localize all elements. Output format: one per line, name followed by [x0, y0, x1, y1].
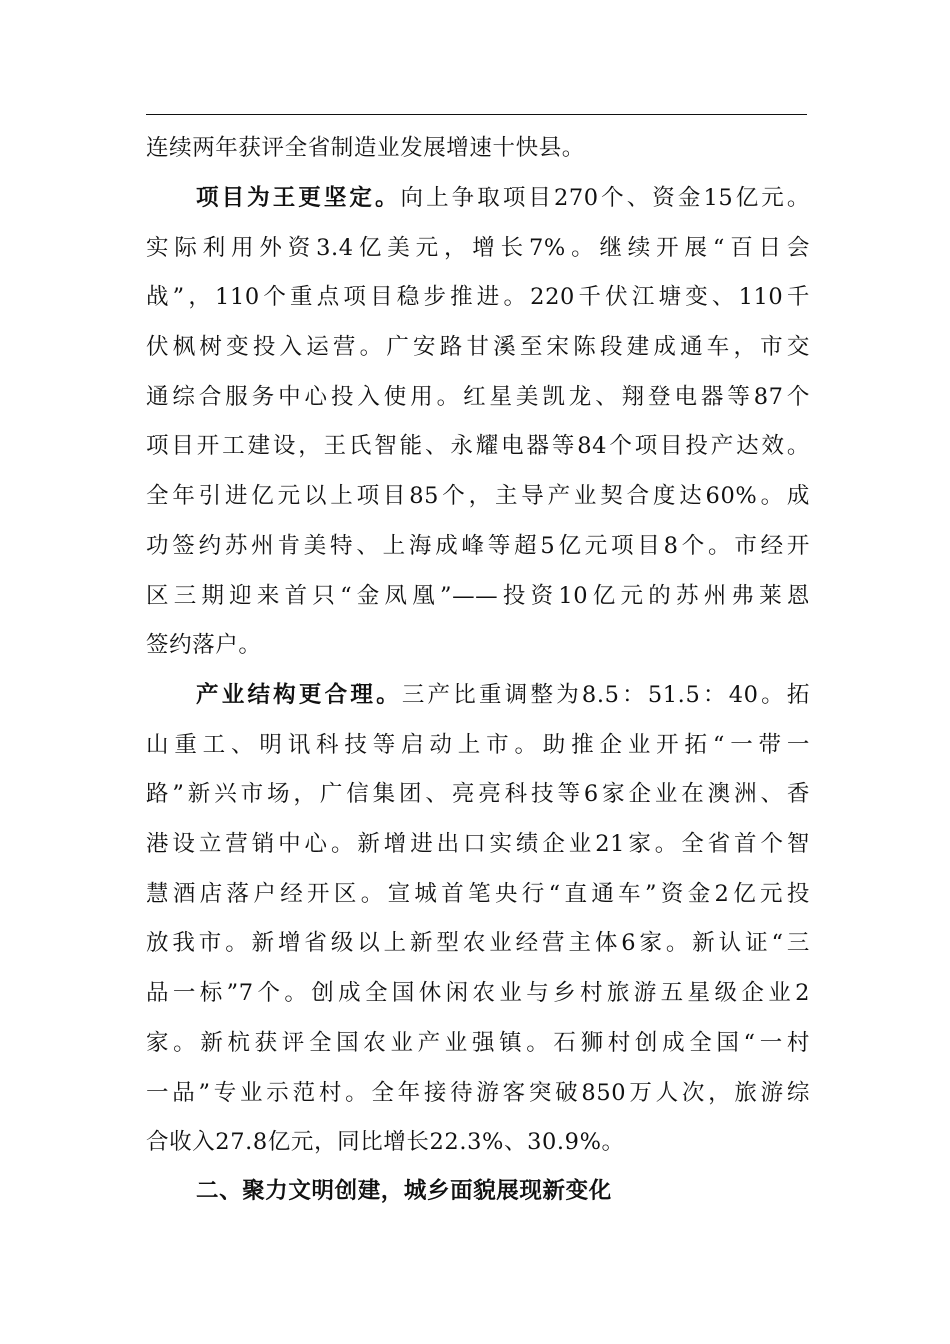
paragraph-line: 路”新兴市场，广信集团、亮亮科技等6家企业在澳洲、香: [146, 781, 810, 808]
paragraph-industry: [146, 671, 810, 1168]
paragraph-line: 品一标”7个。创成全国休闲农业与乡村旅游五星级企业2: [146, 980, 810, 1007]
paragraph-projects: [146, 174, 810, 671]
paragraph-line: 实际利用外资3.4亿美元，增长7%。继续开展“百日会: [146, 234, 810, 261]
paragraph-line: 一品”专业示范村。全年接待游客突破850万人次，旅游综: [146, 1079, 810, 1106]
paragraph-line: 慧酒店落户经开区。宣城首笔央行“直通车”资金2亿元投: [146, 880, 810, 907]
paragraph-line: 通综合服务中心投入使用。红星美凯龙、翔登电器等87个: [146, 383, 810, 410]
continuation-block: [146, 124, 810, 174]
paragraph-line: 战”，110个重点项目稳步推进。220千伏江塘变、110千: [146, 284, 810, 311]
paragraph-line-text: 向上争取项目270个、资金15亿元。: [400, 185, 810, 211]
paragraph-lead: 项目为王更坚定。: [196, 185, 401, 211]
paragraph-line: 山重工、明讯科技等启动上市。助推企业开拓“一带一: [146, 731, 810, 758]
paragraph-lead: 产业结构更合理。: [196, 682, 402, 708]
paragraph-line: 家。新杭获评全国农业产业强镇。石狮村创成全国“一村: [146, 1029, 810, 1056]
paragraph-first-line: [146, 174, 810, 224]
paragraph-line: 港设立营销中心。新增进出口实绩企业21家。全省首个智: [146, 831, 810, 858]
paragraph-line: 项目开工建设，王氏智能、永耀电器等84个项目投产达效。: [146, 433, 810, 460]
paragraph-line-text: 三产比重调整为8.5：51.5：40。拓: [401, 682, 810, 708]
section-heading-block: [146, 1167, 810, 1217]
paragraph-line: 区三期迎来首只“金凤凰”——投资10亿元的苏州弗莱恩: [146, 582, 810, 609]
paragraph-line: 放我市。新增省级以上新型农业经营主体6家。新认证“三: [146, 930, 810, 957]
paragraph-line: 功签约苏州肯美特、上海成峰等超5亿元项目8个。市经开: [146, 532, 810, 559]
paragraph-last-line: 签约落户。: [146, 632, 262, 659]
paragraph-first-line: [146, 671, 810, 721]
paragraph-last-line: 合收入27.8亿元，同比增长22.3%、30.9%。: [146, 1129, 625, 1156]
section-heading: 二、聚力文明创建，城乡面貌展现新变化: [196, 1178, 612, 1204]
paragraph-line: 全年引进亿元以上项目85个，主导产业契合度达60%。成: [146, 483, 810, 510]
continuation-line: 连续两年获评全省制造业发展增速十快县。: [146, 135, 585, 161]
paragraph-line: 伏枫树变投入运营。广安路甘溪至宋陈段建成通车，市交: [146, 334, 810, 361]
header-rule: [146, 114, 807, 115]
